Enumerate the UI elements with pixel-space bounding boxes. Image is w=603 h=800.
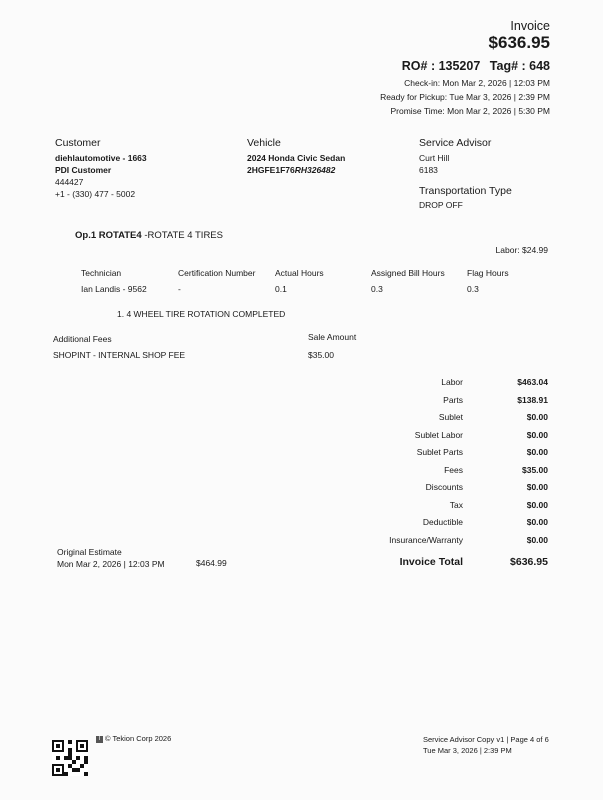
table-row xyxy=(81,281,537,297)
footer-copyright-line xyxy=(96,734,171,743)
total-value: $463.04 xyxy=(517,377,548,387)
col-bill-hours: Assigned Bill Hours xyxy=(371,268,445,278)
footer-right xyxy=(423,734,549,756)
col-flag-hours: Flag Hours xyxy=(467,268,509,278)
total-value: $138.91 xyxy=(517,395,548,405)
advisor-name: Curt Hill xyxy=(419,153,450,163)
ro-number: RO# : 135207 xyxy=(401,59,481,73)
operation-desc: -ROTATE 4 TIRES xyxy=(141,230,223,241)
vehicle-vin xyxy=(247,164,345,176)
total-label: Fees xyxy=(444,465,463,475)
total-label: Labor xyxy=(441,377,463,387)
total-value: $35.00 xyxy=(522,465,548,475)
total-value: $0.00 xyxy=(526,430,548,440)
total-label: Deductible xyxy=(422,517,463,527)
total-value: $0.00 xyxy=(526,517,548,527)
advisor-heading: Service Advisor xyxy=(419,137,492,149)
tech-table-header xyxy=(81,265,537,281)
fee-amount: $35.00 xyxy=(308,350,334,360)
transport-type: DROP OFF xyxy=(419,200,463,210)
operation-note: 1. 4 WHEEL TIRE ROTATION COMPLETED xyxy=(117,309,286,319)
tech-table xyxy=(81,265,537,297)
footer-copy-info: Service Advisor Copy v1 | Page 4 of 6 xyxy=(423,735,549,744)
footer-copyright: © Tekion Corp 2026 xyxy=(105,734,172,743)
advisor-section xyxy=(419,137,512,211)
fees-amount-heading: Sale Amount xyxy=(308,332,357,342)
vin-suffix: RH326482 xyxy=(294,165,336,175)
total-value: $0.00 xyxy=(526,447,548,457)
tag-number: Tag# : 648 xyxy=(489,59,550,73)
cell-flag-hours: 0.3 xyxy=(467,284,479,294)
total-label: Sublet Parts xyxy=(416,447,463,457)
fees-heading: Additional Fees xyxy=(53,334,112,344)
qr-code-icon xyxy=(52,740,88,776)
total-label: Parts xyxy=(443,395,463,405)
customer-phone: +1 - (330) 477 - 5002 xyxy=(55,189,136,199)
customer-id: 444427 xyxy=(55,177,84,187)
cell-certification: - xyxy=(178,284,181,294)
total-label: Sublet Labor xyxy=(414,430,463,440)
operation-code: Op.1 ROTATE4 xyxy=(75,230,142,241)
total-label: Discounts xyxy=(425,482,463,492)
estimate-heading: Original Estimate xyxy=(57,547,122,557)
customer-heading: Customer xyxy=(55,137,101,149)
transport-heading: Transportation Type xyxy=(419,185,512,197)
invoice-total-value: $636.95 xyxy=(510,556,548,568)
operation-title xyxy=(75,230,223,241)
cell-actual-hours: 0.1 xyxy=(275,284,287,294)
total-value: $0.00 xyxy=(526,482,548,492)
cell-technician: Ian Landis - 9562 xyxy=(81,284,147,294)
invoice-total-amount: $636.95 xyxy=(488,33,550,52)
total-label: Insurance/Warranty xyxy=(389,535,463,545)
tekion-logo-icon: T xyxy=(97,735,102,742)
total-value: $0.00 xyxy=(526,535,548,545)
customer-section xyxy=(55,137,147,200)
total-label: Tax xyxy=(449,500,463,510)
col-certification: Certification Number xyxy=(178,268,256,278)
col-technician: Technician xyxy=(81,268,122,278)
col-actual-hours: Actual Hours xyxy=(275,268,324,278)
vehicle-model: 2024 Honda Civic Sedan xyxy=(247,153,346,163)
advisor-id: 6183 xyxy=(419,165,438,175)
vin-prefix: 2HGFE1F76 xyxy=(247,165,295,175)
checkin-time: Check-in: Mon Mar 2, 2026 | 12:03 PM xyxy=(404,78,550,88)
vehicle-heading: Vehicle xyxy=(247,137,281,149)
ro-tag-line xyxy=(396,59,550,73)
total-value: $0.00 xyxy=(526,412,548,422)
cell-bill-hours: 0.3 xyxy=(371,284,383,294)
customer-type: PDI Customer xyxy=(55,165,112,175)
ready-time: Ready for Pickup: Tue Mar 3, 2026 | 2:39 PM xyxy=(380,92,550,102)
total-label: Sublet xyxy=(438,412,463,422)
promise-time: Promise Time: Mon Mar 2, 2026 | 5:30 PM xyxy=(390,106,550,116)
total-value: $0.00 xyxy=(526,500,548,510)
vehicle-section xyxy=(247,137,345,176)
estimate-date: Mon Mar 2, 2026 | 12:03 PM xyxy=(57,559,165,569)
invoice-title: Invoice xyxy=(510,19,550,33)
customer-name: diehlautomotive - 1663 xyxy=(55,153,147,163)
estimate-amount: $464.99 xyxy=(196,558,227,568)
estimate-section xyxy=(57,547,165,569)
operation-labor: Labor: $24.99 xyxy=(495,245,548,255)
footer-date: Tue Mar 3, 2026 | 2:39 PM xyxy=(423,746,512,755)
fee-item: SHOPINT - INTERNAL SHOP FEE xyxy=(53,350,186,360)
invoice-total-label: Invoice Total xyxy=(399,556,463,568)
